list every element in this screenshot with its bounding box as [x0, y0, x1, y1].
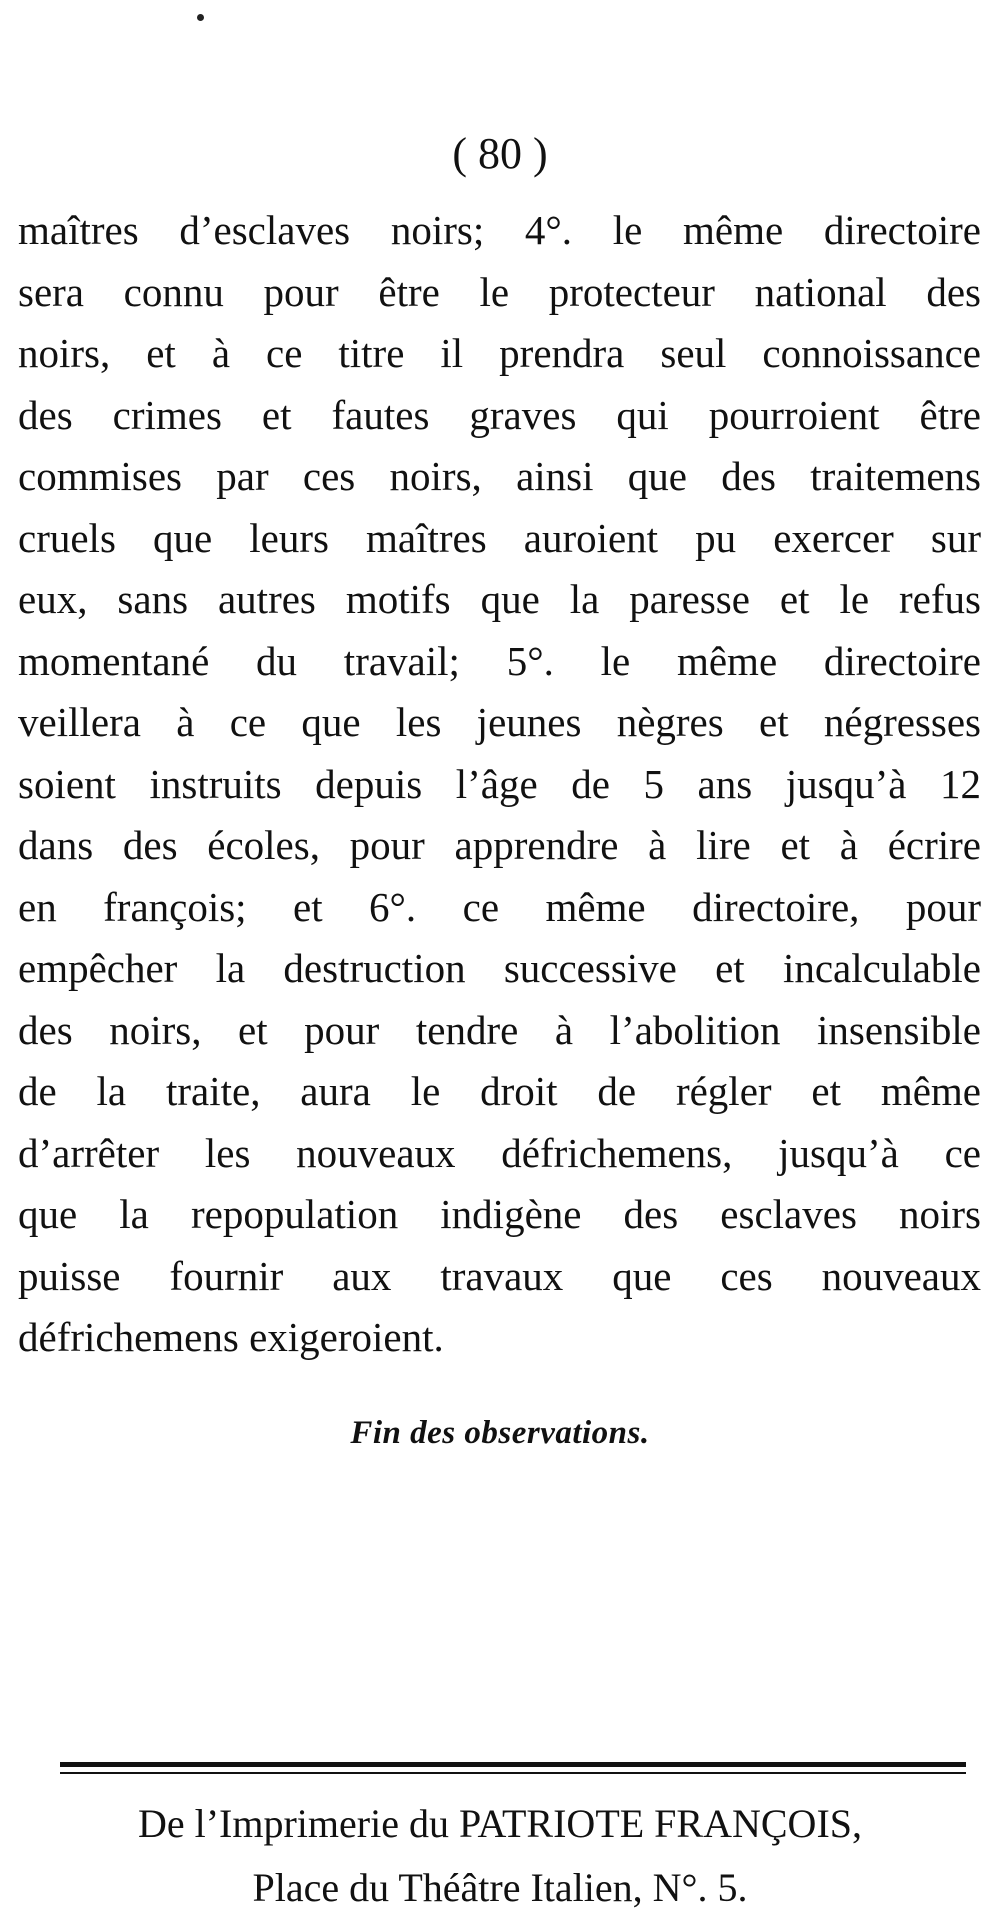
double-rule-top — [60, 1762, 966, 1767]
body-text — [18, 200, 981, 1369]
double-rule-bottom — [60, 1772, 966, 1774]
text-line: en françois; et 6°. ce même directoire, pour — [18, 883, 981, 930]
closing-note: Fin des observations. — [350, 1415, 650, 1451]
text-line: soient instruits depuis l’âge de 5 ans jusqu’à 12 — [18, 760, 981, 807]
text-line: noirs, et à ce titre il prendra seul connoissance — [18, 330, 981, 376]
text-line-last: défrichemens exigeroient. — [18, 1314, 444, 1360]
page-number: ( 80 ) — [452, 129, 548, 178]
imprint-address: Place du Théâtre Italien, N°. 5. — [252, 1865, 748, 1910]
text-line: des crimes et fautes graves qui pourroient être — [18, 391, 981, 438]
text-line: des noirs, et pour tendre à l’abolition insensible — [18, 1006, 981, 1053]
text-line: sera connu pour être le protecteur national des — [18, 268, 981, 315]
text-line: empêcher la destruction successive et incalculable — [18, 945, 981, 991]
text-line: d’arrêter les nouveaux défrichemens, jusqu’à ce — [18, 1129, 981, 1176]
text-line: maîtres d’esclaves noirs; 4°. le même directoire — [18, 207, 981, 253]
ink-speck — [197, 14, 204, 21]
text-line: momentané du travail; 5°. le même directoire — [18, 637, 981, 684]
text-line: eux, sans autres motifs que la paresse et le refus — [18, 576, 981, 622]
text-line: veillera à ce que les jeunes nègres et négresses — [18, 699, 981, 745]
text-line: dans des écoles, pour apprendre à lire et à écrire — [18, 822, 981, 868]
text-line: de la traite, aura le droit de régler et même — [18, 1068, 981, 1114]
text-line: cruels que leurs maîtres auroient pu exercer sur — [18, 514, 981, 561]
text-line: puisse fournir aux travaux que ces nouveaux — [18, 1252, 981, 1299]
imprint-printer: De l’Imprimerie du PATRIOTE FRANÇOIS, — [137, 1801, 863, 1846]
text-line: que la repopulation indigène des esclaves noirs — [18, 1191, 981, 1237]
text-line: commises par ces noirs, ainsi que des traitemens — [18, 453, 981, 499]
